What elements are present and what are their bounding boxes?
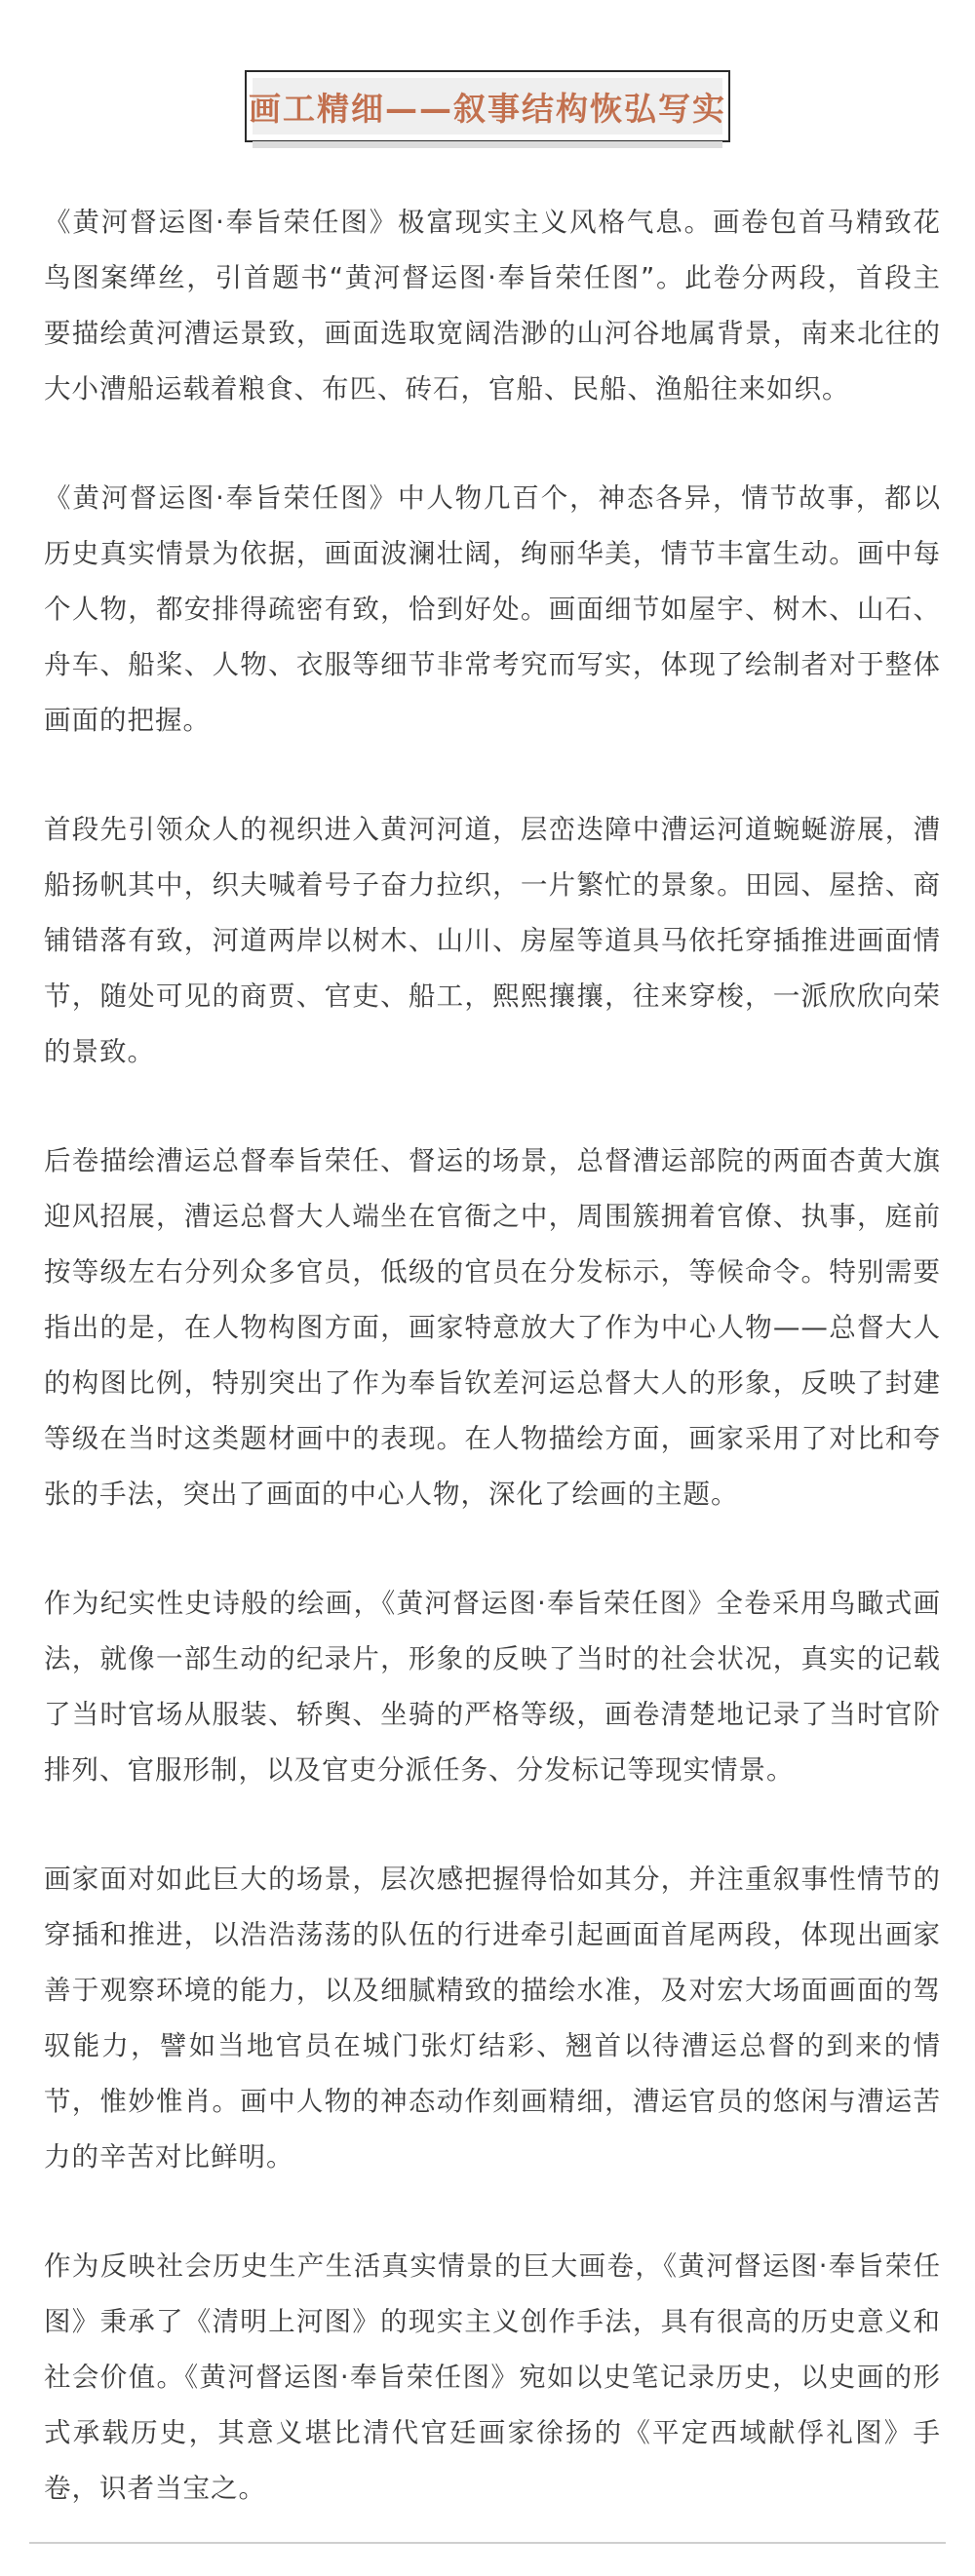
bottom-divider [29, 2542, 946, 2544]
paragraph-7: 作为反映社会历史生产生活真实情景的巨大画卷，《黄河督运图·奉旨荣任图》秉承了《清明上河图》的现实主义创作手法，具有很高的历史意义和社会价值。《黄河督运图·奉旨荣任图》宛如以史笔记录历史，以史画的形式承载历史，其意义堪比清代官廷画家徐扬的《平定西域献俘礼图》手卷，识者当宝之。 [44, 2250, 941, 2504]
paragraph-5: 作为纪实性史诗般的绘画，《黄河督运图·奉旨荣任图》全卷采用鸟瞰式画法，就像一部生动的纪录片，形象的反映了当时的社会状况，真实的记载了当时官场从服装、轿舆、坐骑的严格等级，画卷清楚地记录了当时官阶排列、官服形制，以及官吏分派任务、分发标记等现实情景。 [44, 1588, 941, 1786]
paragraph-1: 《黄河督运图·奉旨荣任图》极富现实主义风格气息。画卷包首马精致花鸟图案缂丝，引首题书“黄河督运图·奉旨荣任图”。此卷分两段，首段主要描绘黄河漕运景致，画面选取宽阔浩渺的山河谷地属背景，南来北往的大小漕船运载着粮食、布匹、砖石，官船、民船、渔船往来如织。 [44, 207, 941, 404]
section-title-panel [249, 78, 726, 135]
paragraph-2: 《黄河督运图·奉旨荣任图》中人物几百个，神态各异，情节故事，都以历史真实情景为依据，画面波澜壮阔，绚丽华美，情节丰富生动。画中每个人物，都安排得疏密有致，恰到好处。画面细节如屋宇、树木、山石、舟车、船桨、人物、衣服等细节非常考究而写实，体现了绘制者对于整体画面的把握。 [44, 482, 941, 736]
paragraph-4: 后卷描绘漕运总督奉旨荣任、督运的场景，总督漕运部院的两面杏黄大旗迎风招展，漕运总督大人端坐在官衙之中，周围簇拥着官僚、执事，庭前按等级左右分列众多官员，低级的官员在分发标示，等候命令。特别需要指出的是，在人物构图方面，画家特意放大了作为中心人物——总督大人的构图比例，特别突出了作为奉旨钦差河运总督大人的形象，反映了封建等级在当时这类题材画中的表现。在人物描绘方面，画家采用了对比和夸张的手法，突出了画面的中心人物，深化了绘画的主题。 [44, 1145, 941, 1510]
article-body [44, 195, 941, 2570]
section-title: 画工精细——叙事结构恢弘写实 [249, 89, 726, 128]
paragraph-6: 画家面对如此巨大的场景，层次感把握得恰如其分，并注重叙事性情节的穿插和推进，以浩浩荡荡的队伍的行进牵引起画面首尾两段，体现出画家善于观察环境的能力，以及细腻精致的描绘水准，及对宏大场面画面的驾驭能力，譬如当地官员在城门张灯结彩、翘首以待漕运总督的到来的情节，惟妙惟肖。画中人物的神态动作刻画精细，漕运官员的悠闲与漕运苦力的辛苦对比鲜明。 [44, 1864, 941, 2172]
section-title-box [245, 70, 730, 142]
paragraph-3: 首段先引领众人的视织进入黄河河道，层峦迭障中漕运河道蜿蜒游展，漕船扬帆其中，织夫喊着号子奋力拉织，一片繁忙的景象。田园、屋捨、商铺错落有致，河道两岸以树木、山川、房屋等道具马依托穿插推进画面情节，随处可见的商贾、官吏、船工，熙熙攘攘，往来穿梭，一派欣欣向荣的景致。 [44, 814, 941, 1067]
